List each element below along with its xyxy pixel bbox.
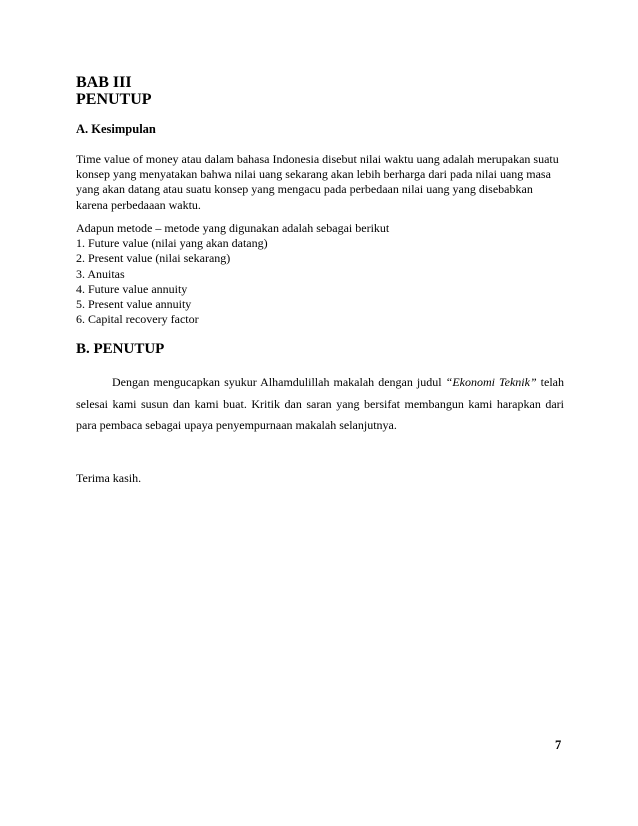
method-item-5: 5. Present value annuity xyxy=(76,297,192,312)
method-item-6: 6. Capital recovery factor xyxy=(76,312,199,327)
method-item-1: 1. Future value (nilai yang akan datang) xyxy=(76,236,268,251)
methods-intro: Adapun metode – metode yang digunakan adalah sebagai berikut xyxy=(76,221,390,235)
chapter-number: BAB III xyxy=(76,74,132,91)
methods-block xyxy=(76,221,566,327)
chapter-title xyxy=(76,74,152,108)
method-item-3: 3. Anuitas xyxy=(76,266,125,281)
method-item-2: 2. Present value (nilai sekarang) xyxy=(76,251,231,266)
section-b-heading: B. PENUTUP xyxy=(76,341,165,357)
section-a-heading: A. Kesimpulan xyxy=(76,122,156,136)
page-number: 7 xyxy=(555,738,562,752)
methods-list xyxy=(76,236,566,327)
chapter-name: PENUTUP xyxy=(76,91,152,108)
method-item-4: 4. Future value annuity xyxy=(76,281,188,296)
conclusion-paragraph: Time value of money atau dalam bahasa Indonesia disebut nilai waktu uang adalah merupakan suatu konsep yang menyatakan bahwa nilai uang sekarang akan lebih berharga dari pada nilai uang masa yang akan datang atau suatu konsep yang mengacu pada perbedaan nilai uang yang disebabkan karena perbedaaan waktu. xyxy=(76,152,559,212)
thanks-text: Terima kasih. xyxy=(76,471,142,485)
paper-title: “Ekonomi Teknik” xyxy=(445,375,537,389)
closing-text-end: telah selesai kami susun dan kami buat. Kritik dan saran yang bersifat membangun kami harapkan dari para pembaca sebagai upaya penyempurnaan makalah selanjutnya. xyxy=(76,375,565,432)
closing-paragraph xyxy=(76,372,564,437)
closing-text-start: Dengan mengucapkan syukur Alhamdulillah makalah dengan judul xyxy=(112,375,446,389)
